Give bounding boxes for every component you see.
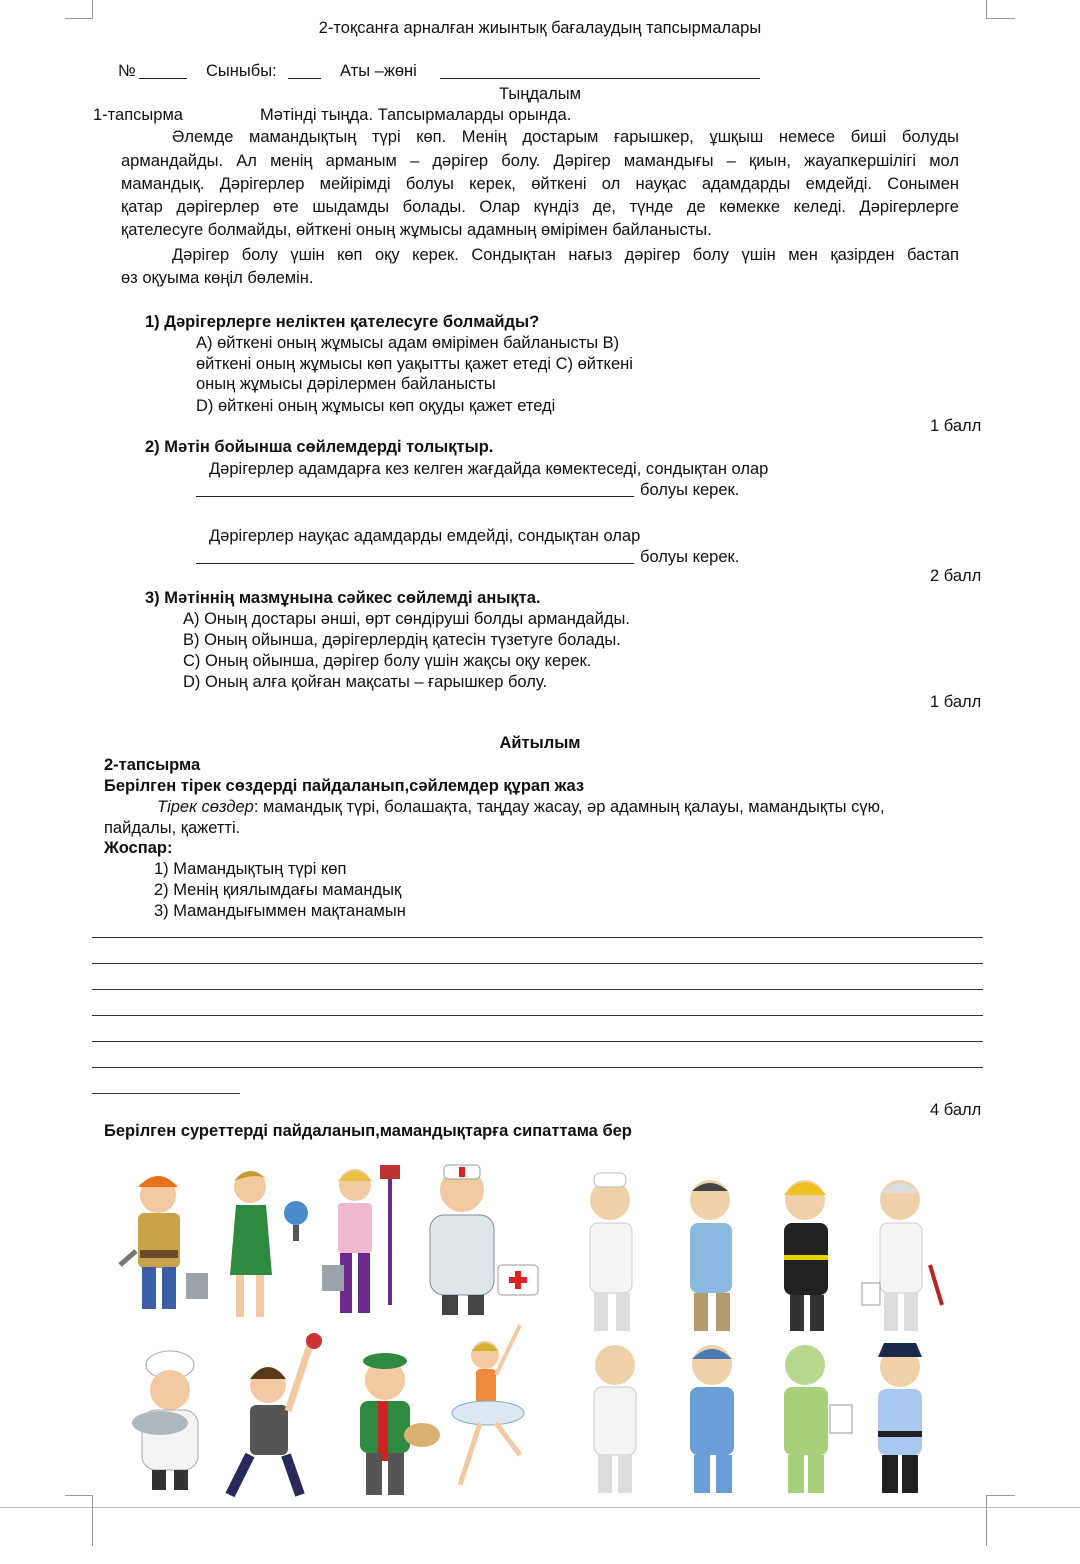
painter-figure bbox=[862, 1180, 942, 1331]
q1-option-line: D) өйткені оның жұмысы көп оқуды қажет етеді bbox=[196, 397, 556, 415]
task2-instruction: Берілген тірек сөздерді пайдаланып,сәйлемдер құрап жаз bbox=[104, 777, 585, 795]
question-3: 3) Мәтіннің мазмұнына сәйкес сөйлемді анықта. bbox=[145, 589, 541, 607]
q1-option-line: оның жұмысы дәрілермен байланысты bbox=[196, 375, 496, 393]
class-label: Сыныбы: bbox=[206, 62, 277, 80]
q1-option-line: А) өйткені оның жұмысы адам өмірімен байланысты В) bbox=[196, 334, 620, 352]
corner-mark-top-right bbox=[986, 0, 1015, 19]
q2-answer1-field[interactable] bbox=[196, 496, 634, 497]
q2-answer2-field[interactable] bbox=[196, 563, 634, 564]
writing-line[interactable] bbox=[92, 937, 983, 938]
text-line: армандайды. Ал менің арманым – дәрігер болу. Дәрігер мамандығы – қиын, жауапкершілігі мол bbox=[121, 152, 959, 170]
q2-item2-end: болуы керек. bbox=[640, 548, 740, 566]
name-label: Аты –жөні bbox=[340, 62, 417, 80]
artist-figure bbox=[360, 1353, 440, 1495]
q1-score: 1 балл bbox=[930, 417, 982, 435]
plan-item: 3) Мамандығыммен мақтанамын bbox=[154, 902, 406, 920]
chef-figure bbox=[132, 1351, 198, 1490]
task2-label: 2-тапсырма bbox=[104, 756, 201, 774]
teacher-figure bbox=[230, 1171, 308, 1317]
writing-line[interactable] bbox=[92, 1067, 983, 1068]
number-field[interactable] bbox=[139, 78, 187, 79]
section-heading-speaking: Айтылым bbox=[499, 734, 581, 752]
worker-blue-figure bbox=[690, 1180, 732, 1331]
q2-item1: Дәрігерлер адамдарға кез келген жағдайда көмектеседі, сондықтан олар bbox=[209, 460, 769, 478]
page-title: 2-тоқсанға арналған жиынтық бағалаудың тапсырмалары bbox=[318, 19, 762, 37]
builder-figure bbox=[120, 1176, 208, 1309]
name-field[interactable] bbox=[440, 78, 760, 79]
q3-option: D) Оның алға қойған мақсаты – ғарышкер болу. bbox=[183, 673, 548, 691]
q1-option-line: өйткені оның жұмысы көп уақытты қажет етеді С) өйткені bbox=[196, 355, 633, 373]
hairdresser-figure bbox=[230, 1333, 322, 1495]
corner-mark-bottom-left bbox=[65, 1495, 93, 1546]
chef-white-figure bbox=[590, 1173, 632, 1331]
keywords-line bbox=[157, 798, 885, 817]
police-figure bbox=[878, 1343, 922, 1493]
corner-mark-bottom-right bbox=[986, 1495, 1015, 1546]
question-2: 2) Мәтін бойынша сөйлемдерді толықтыр. bbox=[145, 438, 494, 456]
number-label: № bbox=[118, 62, 136, 80]
firefighter-figure bbox=[784, 1180, 828, 1331]
question-1: 1) Дәрігерлерге неліктен қателесуге болмайды? bbox=[145, 313, 540, 331]
task1-label: 1-тапсырма bbox=[93, 106, 183, 124]
scientist-figure bbox=[594, 1345, 636, 1493]
text-line: қатар дәрігерлер өте шыдамды болады. Олар күндіз де, түнде де көмекке келеді. Дәрігерлерге bbox=[121, 198, 959, 216]
q3-score: 1 балл bbox=[930, 693, 982, 711]
writing-line[interactable] bbox=[92, 1093, 240, 1094]
class-field[interactable] bbox=[288, 78, 321, 79]
writing-line[interactable] bbox=[92, 989, 983, 990]
text-line: Әлемде мамандықтың түрі көп. Менің достарым ғарышкер, ұшқыш немесе биші болуды bbox=[172, 128, 959, 146]
q3-option: А) Оның достары әнші, өрт сөндіруші болды армандайды. bbox=[183, 610, 630, 628]
surgeon-figure bbox=[784, 1345, 852, 1493]
keywords-label: Тірек сөздер bbox=[157, 798, 254, 816]
writing-line[interactable] bbox=[92, 1041, 983, 1042]
plan-item: 1) Мамандықтың түрі көп bbox=[154, 860, 347, 878]
task2-score: 4 балл bbox=[930, 1101, 982, 1119]
section-heading-listening: Тыңдалым bbox=[499, 85, 581, 103]
cleaner-figure bbox=[322, 1165, 400, 1313]
professions-illustration bbox=[100, 1155, 980, 1500]
q2-item2: Дәрігерлер науқас адамдарды емдейді, сондықтан олар bbox=[209, 527, 641, 545]
plan-item: 2) Менің қиялымдағы мамандық bbox=[154, 881, 402, 899]
page-bottom-edge bbox=[0, 1507, 1080, 1508]
q3-option: В) Оның ойынша, дәрігерлердің қатесін түзетуге болады. bbox=[183, 631, 621, 649]
keywords-text: : мамандық түрі, болашақта, таңдау жасау, әр адамның қалауы, мамандықты сүю, bbox=[253, 798, 885, 816]
plan-label: Жоспар: bbox=[104, 839, 173, 857]
writing-line[interactable] bbox=[92, 963, 983, 964]
ballerina-figure bbox=[452, 1325, 524, 1485]
text-line: Дәрігер болу үшін көп оқу керек. Сондықтан нағыз дәрігер болу үшін мен қазірден бастап bbox=[172, 246, 959, 264]
mechanic-figure bbox=[690, 1345, 734, 1493]
text-line: өз оқуыма көңіл бөлемін. bbox=[121, 269, 314, 287]
writing-line[interactable] bbox=[92, 1015, 983, 1016]
q2-score: 2 балл bbox=[930, 567, 982, 585]
picture-instruction: Берілген суреттерді пайдаланып,мамандықтарға сипаттама бер bbox=[104, 1122, 632, 1140]
text-line: қателесуге болмайды, өйткені оның жұмысы адамның өмірімен байланысты. bbox=[121, 221, 712, 239]
q2-item1-end: болуы керек. bbox=[640, 481, 740, 499]
doctor-figure bbox=[430, 1165, 538, 1315]
q3-option: С) Оның ойынша, дәрігер болу үшін жақсы оқу керек. bbox=[183, 652, 592, 670]
task1-instruction: Мәтінді тыңда. Тапсырмаларды орында. bbox=[260, 106, 572, 124]
text-line: мамандық. Дәрігерлер мейірімді болуы керек, өйткені ол науқас адамдарды емдейді. Сонымен bbox=[121, 175, 959, 193]
corner-mark-top-left bbox=[65, 0, 93, 19]
keywords-text-continued: пайдалы, қажетті. bbox=[104, 819, 241, 837]
